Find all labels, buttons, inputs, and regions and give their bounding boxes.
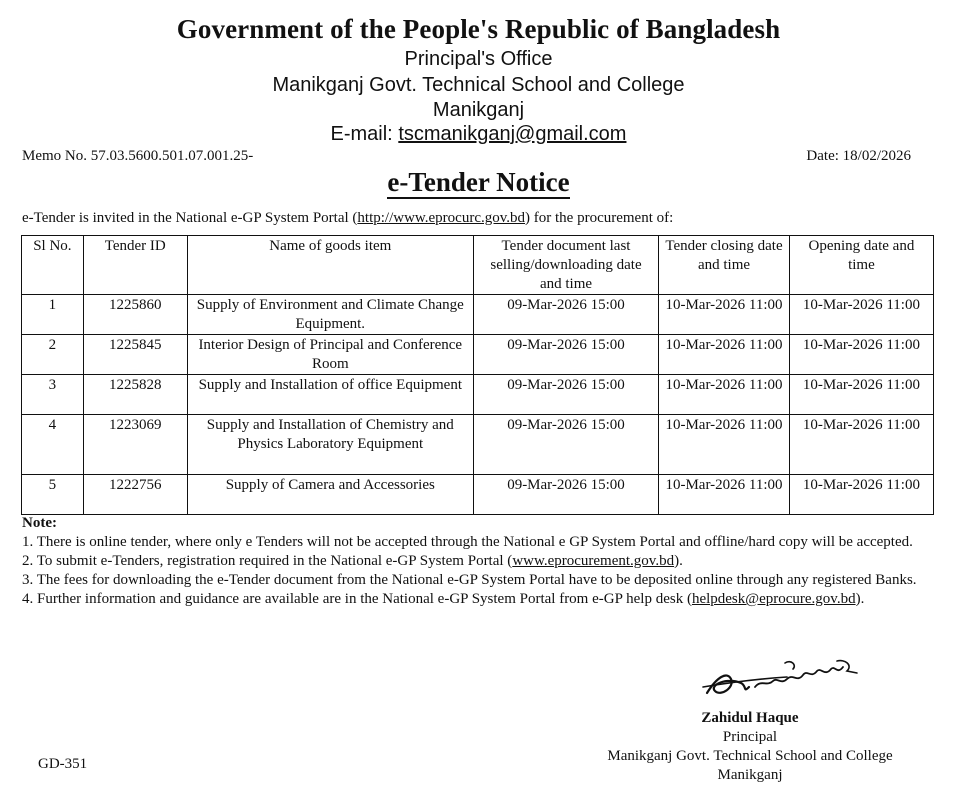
memo-number: Memo No. 57.03.5600.501.07.001.25- — [22, 148, 254, 164]
notice-title-text: e-Tender Notice — [387, 167, 570, 197]
cell-closing: 10-Mar-2026 11:00 — [659, 475, 790, 515]
email-link[interactable]: tscmanikganj@gmail.com — [398, 123, 627, 145]
cell-tender-id: 1225860 — [83, 295, 187, 335]
note-4-text: 4. Further information and guidance are available are in the National e-GP System Portal from e-GP help desk ( — [22, 591, 692, 607]
note-2-text: 2. To submit e-Tenders, registration required in the National e-GP System Portal ( — [22, 553, 513, 569]
table-header-row — [22, 236, 934, 295]
cell-tender-id: 1223069 — [83, 415, 187, 475]
note-3: 3. The fees for downloading the e-Tender document from the National e-GP System Portal have to be deposited online through any registered Banks. — [22, 572, 917, 588]
table-row — [22, 295, 934, 335]
cell-opening: 10-Mar-2026 11:00 — [789, 475, 933, 515]
cell-sl: 3 — [22, 375, 84, 415]
cell-last-date: 09-Mar-2026 15:00 — [473, 475, 658, 515]
col-header-sl: Sl No. — [22, 236, 84, 295]
intro-after: ) for the procurement of: — [525, 210, 674, 226]
cell-goods: Interior Design of Principal and Conference Room — [187, 335, 473, 375]
col-header-last-date: Tender document last selling/downloading date and time — [473, 236, 658, 295]
note-2 — [22, 552, 932, 571]
cell-opening: 10-Mar-2026 11:00 — [789, 375, 933, 415]
signatory-city: Manikganj — [717, 767, 783, 783]
eprocurement-link[interactable]: www.eprocurement.gov.bd — [512, 553, 675, 569]
note-1: 1. There is online tender, where only e Tenders will not be accepted through the National e GP System Portal and offline/hard copy will be accepted. — [22, 534, 913, 550]
cell-last-date: 09-Mar-2026 15:00 — [473, 375, 658, 415]
note-4 — [22, 590, 932, 609]
cell-goods: Supply and Installation of Chemistry and Physics Laboratory Equipment — [187, 415, 473, 475]
cell-sl: 2 — [22, 335, 84, 375]
cell-closing: 10-Mar-2026 11:00 — [659, 295, 790, 335]
cell-last-date: 09-Mar-2026 15:00 — [473, 295, 658, 335]
cell-tender-id: 1225828 — [83, 375, 187, 415]
col-header-tender-id: Tender ID — [83, 236, 187, 295]
cell-opening: 10-Mar-2026 11:00 — [789, 415, 933, 475]
principal-signature — [697, 657, 867, 705]
helpdesk-email-link[interactable]: helpdesk@eprocure.gov.bd — [691, 591, 856, 607]
cell-sl: 4 — [22, 415, 84, 475]
signatory-name: Zahidul Haque — [701, 710, 799, 726]
note-4-end: ). — [855, 591, 865, 607]
gd-number: GD-351 — [38, 756, 88, 772]
table-row — [22, 335, 934, 375]
cell-closing: 10-Mar-2026 11:00 — [659, 415, 790, 475]
cell-last-date: 09-Mar-2026 15:00 — [473, 415, 658, 475]
office-name: Principal's Office — [404, 48, 553, 70]
table-row — [22, 375, 934, 415]
cell-closing: 10-Mar-2026 11:00 — [659, 375, 790, 415]
cell-opening: 10-Mar-2026 11:00 — [789, 295, 933, 335]
institution-name: Manikganj Govt. Technical School and College — [272, 74, 685, 96]
intro-before: e-Tender is invited in the National e-GP System Portal ( — [22, 210, 358, 226]
cell-goods: Supply and Installation of office Equipment — [187, 375, 473, 415]
intro-text — [22, 210, 673, 227]
cell-closing: 10-Mar-2026 11:00 — [659, 335, 790, 375]
col-header-closing: Tender closing date and time — [659, 236, 790, 295]
cell-goods: Supply of Camera and Accessories — [187, 475, 473, 515]
signatory-institution: Manikganj Govt. Technical School and College — [607, 748, 893, 764]
notice-date: Date: 18/02/2026 — [806, 148, 911, 164]
cell-goods: Supply of Environment and Climate Change Equipment. — [187, 295, 473, 335]
cell-last-date: 09-Mar-2026 15:00 — [473, 335, 658, 375]
cell-tender-id: 1225845 — [83, 335, 187, 375]
tender-table — [21, 235, 934, 515]
notice-title — [0, 167, 957, 198]
cell-opening: 10-Mar-2026 11:00 — [789, 335, 933, 375]
col-header-goods: Name of goods item — [187, 236, 473, 295]
email-line — [0, 123, 957, 146]
cell-sl: 1 — [22, 295, 84, 335]
table-row — [22, 475, 934, 515]
cell-tender-id: 1222756 — [83, 475, 187, 515]
notes-section — [22, 514, 932, 609]
col-header-opening: Opening date and time — [789, 236, 933, 295]
notes-heading: Note: — [22, 515, 57, 531]
email-label: E-mail: — [330, 123, 399, 145]
government-title: Government of the People's Republic of Bangladesh — [176, 14, 781, 44]
table-row — [22, 415, 934, 475]
cell-sl: 5 — [22, 475, 84, 515]
portal-link[interactable]: http://www.eprocurc.gov.bd — [357, 210, 526, 226]
note-2-end: ). — [674, 553, 683, 569]
city-name: Manikganj — [432, 99, 525, 121]
signatory-role: Principal — [722, 729, 778, 745]
